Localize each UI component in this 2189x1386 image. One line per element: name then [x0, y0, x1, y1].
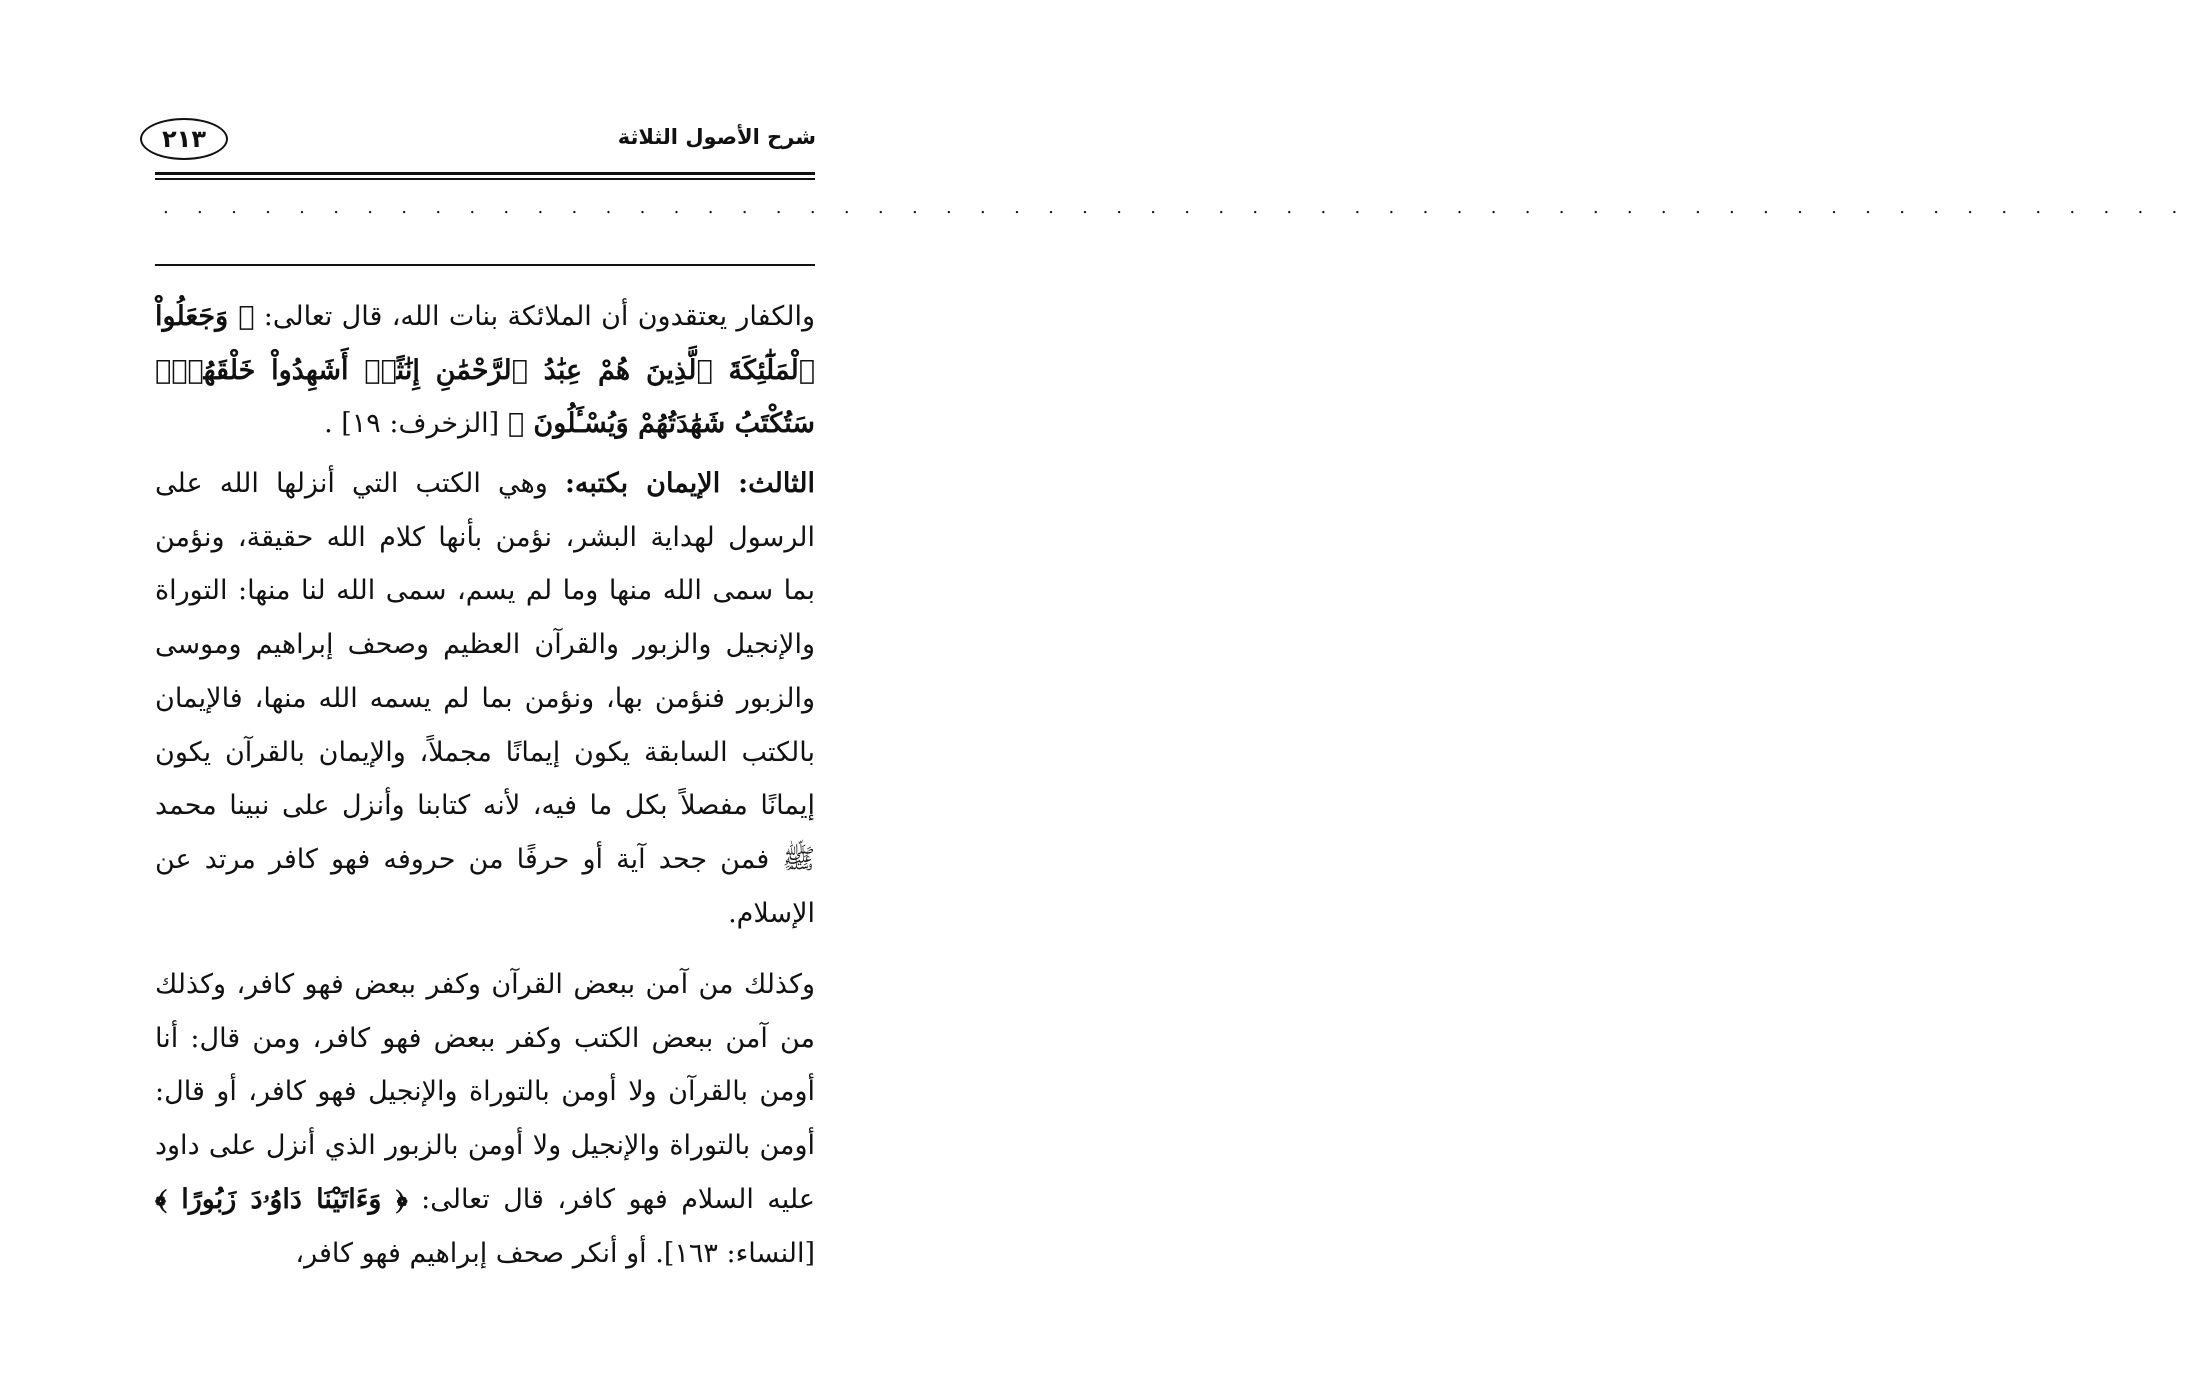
paragraph-text: أو أنكر صحف إبراهيم فهو كافر،: [295, 1237, 647, 1269]
quran-verse-zukhruf: ﴿ وَجَعَلُواْ ٱلْمَلَٰٓئِكَةَ ٱلَّذِينَ هُمْ عِبَٰدُ ٱلرَّحْمَٰنِ إِنَٰثًاۚ أَشَهِدُواْ خَلْقَهُمْۚ سَتُكْتَبُ شَهَٰدَتُهُمْ وَيُسْـَٔلُونَ ﴾: [155, 301, 815, 440]
header-rule-thick: [155, 172, 815, 175]
running-title: شرح الأصول الثلاثة: [617, 125, 816, 149]
header-rule-thin: [155, 178, 815, 180]
paragraph-angels: [155, 290, 815, 451]
paragraph-text: وهي الكتب التي أنزلها الله على الرسول لهداية البشر، نؤمن بأنها كلام الله حقيقة، ونؤمن بما سمى الله منها وما لم يسم، سمى الله لنا منها: التوراة والإنجيل والزبور والقرآن العظيم وصحف إبراهيم وموسى والزبور فنؤمن بها، ونؤمن بما لم يسمه الله منها، فالإيمان بالكتب السابقة يكون إيمانًا مجملاً، والإيمان بالقرآن يكون إيمانًا مفصلاً بكل ما فيه، لأنه كتابنا وأنزل على نبينا محمد ﷺ فمن جحد آية أو حرفًا من حروفه فهو كافر مرتد عن الإسلام.: [155, 468, 815, 929]
page-number-badge: [140, 118, 228, 160]
section-rule: [155, 264, 815, 266]
paragraph-text: والكفار يعتقدون أن الملائكة بنات الله، قال تعالى:: [263, 301, 815, 332]
section-heading-third: الثالث: الإيمان بكتبه:: [564, 468, 815, 499]
verse-reference: [الزخرف: ١٩] .: [324, 408, 500, 440]
paragraph-belief-in-books: [155, 457, 815, 940]
page-number: ٢١٣: [162, 125, 206, 153]
paragraph-text: وكذلك من آمن ببعض القرآن وكفر ببعض فهو كافر، وكذلك من آمن ببعض الكتب وكفر ببعض فهو كافر، ومن قال: أنا أومن بالقرآن ولا أومن بالتوراة والإنجيل فهو كافر، أو قال: أومن بالتوراة والإنجيل ولا أومن بالزبور الذي أنزل على داود عليه السلام فهو كافر، قال تعالى:: [155, 969, 815, 1215]
dotted-separator: . . . . . . . . . . . . . . . . . . . . . . . . . . . . . . . . . . . . . . . . . . . . . . . . . . . . . . . . . . . .: [163, 197, 2189, 218]
quran-verse-nisa: ﴿ وَءَاتَيْنَا دَاوُۥدَ زَبُورًا ﴾: [155, 1183, 408, 1215]
paragraph-partial-belief: [155, 958, 815, 1280]
verse-reference: [النساء: ١٦٣].: [655, 1237, 815, 1269]
